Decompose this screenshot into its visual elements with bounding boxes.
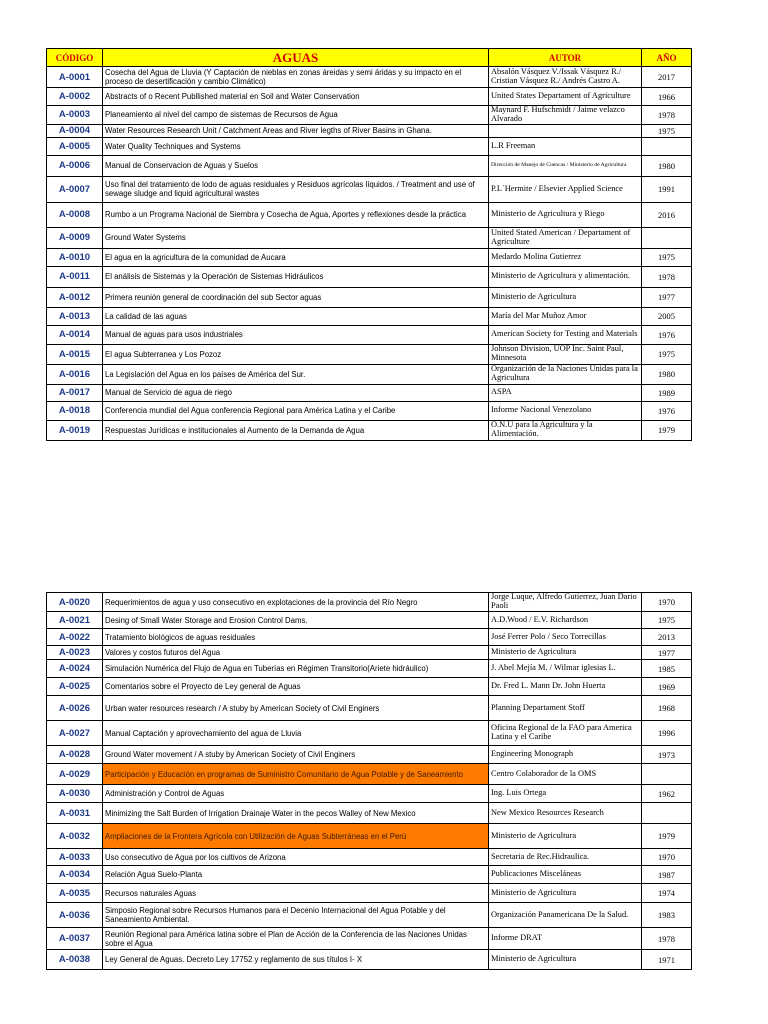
table-row (47, 884, 692, 903)
year-cell: 2016 (642, 202, 692, 227)
year-cell: 1989 (642, 384, 692, 401)
year-cell: 1975 (642, 124, 692, 137)
code-cell: A-0026 (47, 696, 103, 721)
year-cell: 1974 (642, 884, 692, 903)
catalog-table-2 (46, 592, 692, 970)
year-cell: 1985 (642, 660, 692, 678)
table-row (47, 266, 692, 287)
table-row (47, 364, 692, 384)
catalog-table-1 (46, 48, 692, 441)
table-row (47, 106, 692, 125)
year-cell (642, 764, 692, 785)
code-cell: A-0019 (47, 420, 103, 440)
year-cell: 1975 (642, 248, 692, 266)
author-cell: Engineering Monograph (489, 746, 642, 764)
code-cell: A-0011 (47, 266, 103, 287)
table-row (47, 155, 692, 176)
author-cell: José Ferrer Polo / Seco Torrecillas (489, 629, 642, 646)
table-row (47, 849, 692, 866)
code-cell: A-0020 (47, 593, 103, 612)
code-cell: A-0030 (47, 785, 103, 803)
title-cell: Requerimientos de agua y uso consecutivo en explotaciones de la provincia del Río Negro (103, 593, 489, 612)
title-cell: Administración y Control de Aguas (103, 785, 489, 803)
author-cell: Ministerio de Agricultura (489, 287, 642, 307)
title-cell: Water Quality Techniques and Systems (103, 137, 489, 155)
header-author: AUTOR (489, 49, 642, 67)
table-row (47, 696, 692, 721)
title-cell: La calidad de las aguas (103, 307, 489, 325)
title-cell: El agua Subterranea y Los Pozoz (103, 344, 489, 364)
code-cell: A-0032 (47, 824, 103, 849)
table-row (47, 344, 692, 364)
table-row (47, 137, 692, 155)
title-cell: Primera reunión general de coordinación del sub Sector aguas (103, 287, 489, 307)
title-cell: Uso final del tratamiento de lodo de aguas residuales y Residuos agrícolas líquidos. / Treatment and use of sewage sludge and liquid agricultural wastes (103, 176, 489, 202)
year-cell: 1969 (642, 678, 692, 696)
year-cell: 1978 (642, 266, 692, 287)
year-cell: 2005 (642, 307, 692, 325)
header-title: AGUAS (103, 49, 489, 67)
title-cell: Tratamiento biológicos de aguas residuales (103, 629, 489, 646)
table-row (47, 593, 692, 612)
year-cell (642, 137, 692, 155)
table-row (47, 629, 692, 646)
title-cell: Participación y Educación en programas de Suministro Comunitario de Agua Potable y de Saneamiento (103, 764, 489, 785)
author-cell: Organización Panamericana De la Salud. (489, 903, 642, 928)
code-cell: A-0014 (47, 325, 103, 344)
year-cell (642, 227, 692, 248)
table-row (47, 401, 692, 420)
year-cell: 1966 (642, 88, 692, 106)
code-cell: A-0024 (47, 660, 103, 678)
table-row (47, 384, 692, 401)
code-cell: A-0003 (47, 106, 103, 125)
code-cell: A-0037 (47, 928, 103, 950)
author-cell: Organización de la Naciones Unidas para la Agricultura (489, 364, 642, 384)
table-row (47, 287, 692, 307)
author-cell: Informe Nacional Venezolano (489, 401, 642, 420)
year-cell: 1978 (642, 106, 692, 125)
title-cell: Valores y costos futuros del Agua (103, 646, 489, 660)
code-cell: A-0007 (47, 176, 103, 202)
header-row (47, 49, 692, 67)
code-cell: A-0038 (47, 950, 103, 970)
author-cell: Ministerio de Agricultura (489, 950, 642, 970)
title-cell: Ground Water movement / A stuby by American Society of Civil Enginers (103, 746, 489, 764)
code-cell: A-0006 (47, 155, 103, 176)
year-cell: 1979 (642, 824, 692, 849)
author-cell: Ministerio de Agricultura y Riego (489, 202, 642, 227)
code-cell: A-0015 (47, 344, 103, 364)
title-cell: El agua en la agricultura de la comunidad de Aucara (103, 248, 489, 266)
author-cell: Jorge Luque, Alfredo Gutierrez, Juan Dario Paoli (489, 593, 642, 612)
author-cell: United States Departament of Agriculture (489, 88, 642, 106)
table-row (47, 764, 692, 785)
code-cell: A-0012 (47, 287, 103, 307)
author-cell: O.N.U para la Agricultura y la Alimentación. (489, 420, 642, 440)
author-cell: Secretaria de Rec.Hidraulica. (489, 849, 642, 866)
table-row (47, 227, 692, 248)
title-cell: Abstracts of o Recent Publlished material en Soil and Water Conservation (103, 88, 489, 106)
code-cell: A-0028 (47, 746, 103, 764)
author-cell: Publicaciones Misceláneas (489, 866, 642, 884)
title-cell: Manual Captación y aprovechamiento del agua de Lluvia (103, 721, 489, 746)
title-cell: Respuestas Jurídicas e institucionales al Aumento de la Demanda de Agua (103, 420, 489, 440)
table-row (47, 646, 692, 660)
code-cell: A-0031 (47, 803, 103, 824)
year-cell: 1979 (642, 420, 692, 440)
code-cell: A-0027 (47, 721, 103, 746)
author-cell: J. Abel Mejía M. / Wilmar iglesias L. (489, 660, 642, 678)
table-row (47, 678, 692, 696)
table-row (47, 903, 692, 928)
year-cell: 1977 (642, 646, 692, 660)
table-2-body (47, 593, 692, 970)
table-row (47, 420, 692, 440)
code-cell: A-0001 (47, 67, 103, 88)
title-cell: Manual de aguas para usos industriales (103, 325, 489, 344)
table-row (47, 803, 692, 824)
author-cell: Informe DRAT (489, 928, 642, 950)
year-cell: 1968 (642, 696, 692, 721)
code-cell: A-0018 (47, 401, 103, 420)
code-cell: A-0010 (47, 248, 103, 266)
table-row (47, 928, 692, 950)
title-cell: Ley General de Aguas. Decreto Ley 17752 y reglamento de sus títulos I- X (103, 950, 489, 970)
author-cell: Dirección de Manejo de Cuencas / Ministerio de Agricultura (489, 155, 642, 176)
title-cell: Urban water resources research / A stuby by American Society of Civil Enginers (103, 696, 489, 721)
author-cell: New Mexico Resources Research (489, 803, 642, 824)
code-cell: A-0036 (47, 903, 103, 928)
author-cell: Medardo Molina Gutierrez (489, 248, 642, 266)
author-cell (489, 124, 642, 137)
code-cell: A-0016 (47, 364, 103, 384)
table-row (47, 785, 692, 803)
year-cell: 1978 (642, 928, 692, 950)
author-cell: Ministerio de Agricultura (489, 884, 642, 903)
table-1-body (47, 67, 692, 441)
author-cell: L.R Freeman (489, 137, 642, 155)
year-cell: 2017 (642, 67, 692, 88)
title-cell: Uso consecutivo de Agua por los cultivos de Arizona (103, 849, 489, 866)
author-cell: Centro Colaborador de la OMS (489, 764, 642, 785)
author-cell: P.L´Hermite / Elsevier Applied Science (489, 176, 642, 202)
table-row (47, 746, 692, 764)
year-cell: 1996 (642, 721, 692, 746)
year-cell: 1973 (642, 746, 692, 764)
year-cell: 1976 (642, 325, 692, 344)
author-cell: Ministerio de Agricultura (489, 824, 642, 849)
table-row (47, 307, 692, 325)
title-cell: Water Resources Research Unit / Catchment Areas and River legths of River Basins in Ghana. (103, 124, 489, 137)
table-row (47, 124, 692, 137)
title-cell: Reunión Regional para América latina sobre el Plan de Acción de la Conferencia de las Naciones Unidas sobre el Agua (103, 928, 489, 950)
author-cell: Ing. Luis Ortega (489, 785, 642, 803)
title-cell: Relación Agua Suelo-Planta (103, 866, 489, 884)
title-cell: Planeamiento al nivel del campo de sistemas de Recursos de Agua (103, 106, 489, 125)
year-cell: 1983 (642, 903, 692, 928)
title-cell: El análisis de Sistemas y la Operación de Sistemas Hidráulicos (103, 266, 489, 287)
code-cell: A-0005 (47, 137, 103, 155)
code-cell: A-0004 (47, 124, 103, 137)
title-cell: Cosecha del Agua de Lluvia (Y Captación de nieblas en zonas áreidas y semi áridas y su impacto en el proceso de desertificación y cambio Climático) (103, 67, 489, 88)
author-cell: Absalón Vásquez V./Issak Vásquez R./ Cristian Vásquez R./ Andrés Castro A. (489, 67, 642, 88)
year-cell: 1975 (642, 344, 692, 364)
code-cell: A-0033 (47, 849, 103, 866)
year-cell: 1980 (642, 155, 692, 176)
author-cell: ASPA (489, 384, 642, 401)
author-cell: Maynard F. Hufschmidt / Jaime velazco Alvarado (489, 106, 642, 125)
table-row (47, 721, 692, 746)
code-cell: A-0034 (47, 866, 103, 884)
year-cell: 1987 (642, 866, 692, 884)
title-cell: Rumbo a un Programa Nacional de Siembra y Cosecha de Agua, Aportes y reflexiones desde la práctica (103, 202, 489, 227)
year-cell: 1980 (642, 364, 692, 384)
code-cell: A-0013 (47, 307, 103, 325)
year-cell: 1976 (642, 401, 692, 420)
author-cell: Ministerio de Agricultura (489, 646, 642, 660)
table-row (47, 325, 692, 344)
title-cell: Comentarios sobre el Proyecto de Ley general de Aguas (103, 678, 489, 696)
table-row (47, 824, 692, 849)
author-cell: Ministerio de Agricultura y alimentación. (489, 266, 642, 287)
year-cell: 2013 (642, 629, 692, 646)
author-cell: United Stated American / Departament of Agriculture (489, 227, 642, 248)
title-cell: Desing of Small Water Storage and Erosion Control Dams. (103, 612, 489, 629)
header-code: CÓDIGO (47, 49, 103, 67)
title-cell: La Legislación del Agua en los países de América del Sur. (103, 364, 489, 384)
table-row (47, 88, 692, 106)
year-cell (642, 803, 692, 824)
author-cell: María del Mar Muñoz Amor (489, 307, 642, 325)
header-year: AÑO (642, 49, 692, 67)
title-cell: Simposio Regional sobre Recursos Humanos para el Decenio Internacional del Agua Potable y del Saneamiento Ambiental. (103, 903, 489, 928)
title-cell: Recursos naturales Aguas (103, 884, 489, 903)
title-cell: Ampliaciones de la Frontera Agrícola con Utilización de Aguas Subterráneas en el Perú (103, 824, 489, 849)
code-cell: A-0022 (47, 629, 103, 646)
table-row (47, 248, 692, 266)
code-cell: A-0002 (47, 88, 103, 106)
author-cell: A.D.Wood / E.V. Richardson (489, 612, 642, 629)
code-cell: A-0035 (47, 884, 103, 903)
title-cell: Simulación Numérica del Flujo de Agua en Tuberías en Régimen Transitorio(Ariete hidráulico) (103, 660, 489, 678)
author-cell: Dr. Fred L. Mann Dr. John Huerta (489, 678, 642, 696)
code-cell: A-0025 (47, 678, 103, 696)
year-cell: 1991 (642, 176, 692, 202)
table-row (47, 176, 692, 202)
table-row (47, 202, 692, 227)
code-cell: A-0009 (47, 227, 103, 248)
code-cell: A-0029 (47, 764, 103, 785)
table-row (47, 866, 692, 884)
table-row (47, 67, 692, 88)
code-cell: A-0017 (47, 384, 103, 401)
title-cell: Manual de Servicio de agua de riego (103, 384, 489, 401)
title-cell: Ground Water Systems (103, 227, 489, 248)
year-cell: 1975 (642, 612, 692, 629)
year-cell: 1970 (642, 849, 692, 866)
author-cell: Oficina Regional de la FAO para America Latina y el Caribe (489, 721, 642, 746)
author-cell: Johnson Division, UOP Inc. Saint Paul, Minnesota (489, 344, 642, 364)
year-cell: 1971 (642, 950, 692, 970)
title-cell: Conferencia mundial del Agua conferencia Regional para América Latina y el Caribe (103, 401, 489, 420)
title-cell: Manual de Conservacion de Aguas y Suelos (103, 155, 489, 176)
code-cell: A-0008 (47, 202, 103, 227)
year-cell: 1962 (642, 785, 692, 803)
table-row (47, 612, 692, 629)
author-cell: American Society for Testing and Materials (489, 325, 642, 344)
year-cell: 1970 (642, 593, 692, 612)
code-cell: A-0023 (47, 646, 103, 660)
author-cell: Planning Departament Stoff (489, 696, 642, 721)
table-row (47, 660, 692, 678)
year-cell: 1977 (642, 287, 692, 307)
title-cell: Minimizing the Salt Burden of Irrigation Drainaje Water in the pecos Walley of New Mexico (103, 803, 489, 824)
code-cell: A-0021 (47, 612, 103, 629)
table-row (47, 950, 692, 970)
